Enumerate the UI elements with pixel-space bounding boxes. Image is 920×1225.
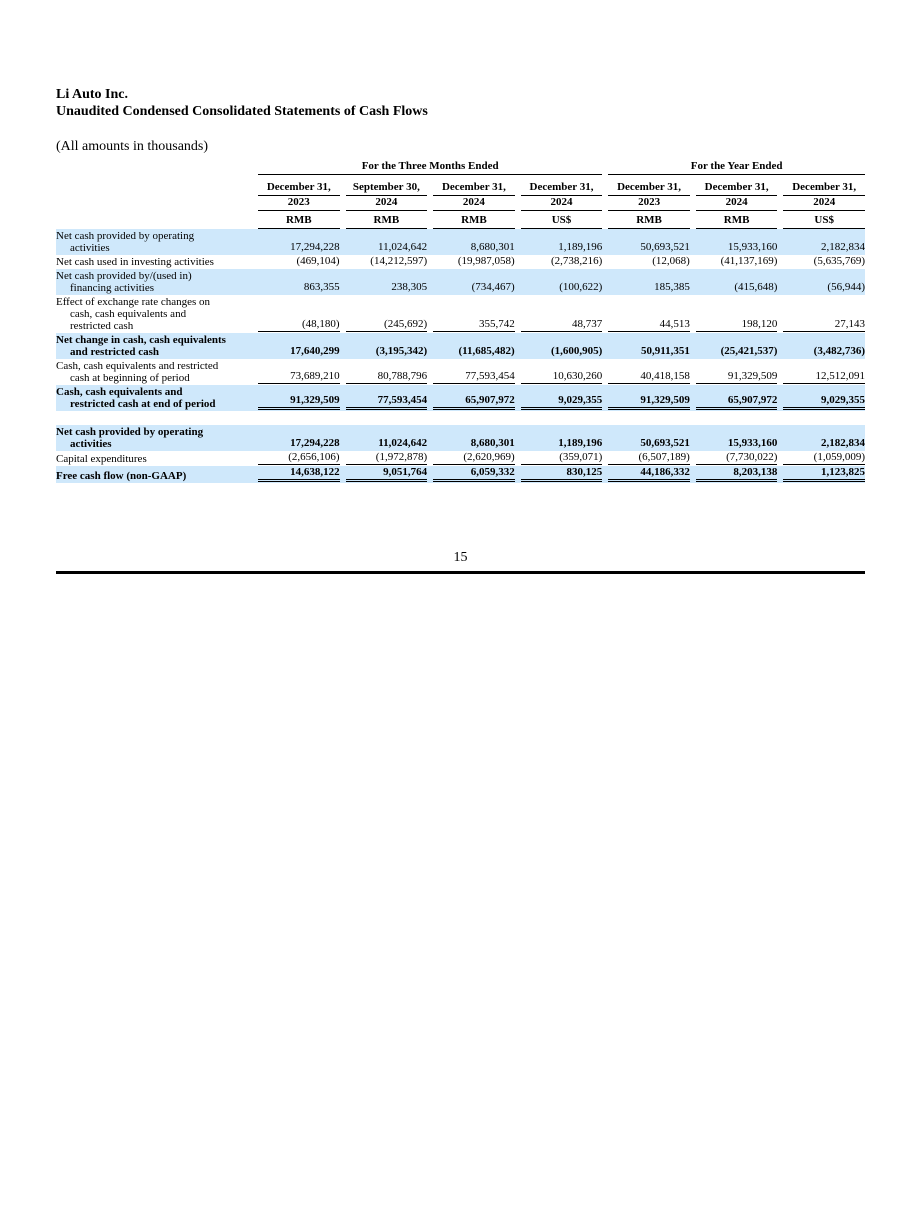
row-value: 8,680,301 [470, 241, 515, 253]
row-value: (7,730,022) [696, 451, 778, 465]
investing-activities-row [56, 255, 865, 269]
row-value-cell [515, 295, 603, 333]
column-date-header: December 31, 2024 [427, 175, 515, 211]
row-value: 44,186,332 [608, 466, 690, 482]
amounts-note: (All amounts in thousands) [56, 139, 209, 154]
row-label [56, 359, 252, 385]
row-value-cell [340, 359, 428, 385]
row-value-cell [777, 255, 865, 269]
row-value: 863,355 [303, 281, 340, 293]
row-value-cell [602, 425, 690, 451]
row-value: (12,068) [652, 255, 690, 267]
row-value-cell [427, 466, 515, 483]
column-date-header: December 31, 2023 [602, 175, 690, 211]
row-value: 8,680,301 [470, 437, 515, 449]
row-value-cell [252, 466, 340, 483]
row-value: (359,071) [521, 451, 603, 465]
section-spacer [56, 411, 865, 425]
row-value: (1,059,009) [783, 451, 865, 465]
row-value-cell [427, 269, 515, 295]
row-value: 238,305 [391, 281, 428, 293]
row-label [56, 425, 252, 451]
row-value: 11,024,642 [378, 437, 428, 449]
row-value-cell [252, 385, 340, 411]
row-value: (14,212,597) [370, 255, 428, 267]
row-value: 77,593,454 [433, 370, 515, 384]
row-value: 77,593,454 [346, 394, 428, 410]
row-value-cell [777, 229, 865, 255]
row-value: (2,656,106) [258, 451, 340, 465]
row-value-cell [690, 295, 778, 333]
row-label-line: cash, cash equivalents and [70, 308, 187, 320]
row-value: 11,024,642 [378, 241, 428, 253]
row-value: 15,933,160 [727, 241, 778, 253]
row-value-cell [515, 451, 603, 466]
row-value: (1,600,905) [550, 345, 603, 357]
row-value: 27,143 [783, 318, 865, 332]
row-value-cell [515, 229, 603, 255]
row-value-cell [340, 385, 428, 411]
row-label-line: Cash, cash equivalents and [56, 386, 183, 398]
row-value: 48,737 [521, 318, 603, 332]
row-value-cell [252, 451, 340, 466]
row-value: 10,630,260 [521, 370, 603, 384]
row-value: (100,622) [559, 281, 603, 293]
row-label [56, 295, 252, 333]
row-value: (3,482,736) [813, 345, 865, 357]
row-value-cell [602, 466, 690, 483]
row-label-line: Free cash flow (non-GAAP) [56, 470, 187, 482]
row-value: (3,195,342) [375, 345, 428, 357]
row-value-cell [427, 229, 515, 255]
row-value-cell [427, 451, 515, 466]
row-value: 65,907,972 [696, 394, 778, 410]
row-value-cell [690, 425, 778, 451]
statement-title: Unaudited Condensed Consolidated Statements of Cash Flows [56, 104, 428, 119]
column-currency-header: US$ [515, 211, 603, 229]
row-label [56, 466, 252, 483]
row-value-cell [427, 255, 515, 269]
row-value-cell [252, 269, 340, 295]
row-value-cell [602, 359, 690, 385]
column-date-header: December 31, 2023 [252, 175, 340, 211]
row-label-line: Net cash provided by/(used in) [56, 270, 192, 282]
row-value-cell [602, 333, 690, 359]
row-value: (2,738,216) [550, 255, 603, 267]
capex-row [56, 451, 865, 466]
row-value: 17,640,299 [290, 345, 340, 357]
fx-effect-row [56, 295, 865, 333]
row-value-cell [427, 333, 515, 359]
row-value: (6,507,189) [608, 451, 690, 465]
row-value-cell [777, 451, 865, 466]
column-currency-header: US$ [777, 211, 865, 229]
row-value: 355,742 [433, 318, 515, 332]
row-value: 50,693,521 [640, 241, 690, 253]
row-value: 1,123,825 [783, 466, 865, 482]
row-value: 17,294,228 [290, 241, 340, 253]
row-value-cell [777, 385, 865, 411]
row-value-cell [777, 425, 865, 451]
currency-header-row [56, 211, 865, 229]
row-value: 12,512,091 [783, 370, 865, 384]
row-value-cell [340, 229, 428, 255]
row-value-cell [690, 333, 778, 359]
row-value-cell [602, 295, 690, 333]
row-value-cell [515, 255, 603, 269]
row-value-cell [427, 359, 515, 385]
row-value: 14,638,122 [258, 466, 340, 482]
row-value-cell [690, 385, 778, 411]
row-label-line: Net cash used in investing activities [56, 256, 214, 268]
column-currency-header: RMB [427, 211, 515, 229]
row-value-cell [340, 451, 428, 466]
row-value: 830,125 [521, 466, 603, 482]
row-label-line: activities [70, 438, 112, 450]
row-value-cell [515, 269, 603, 295]
row-label-line: activities [70, 242, 110, 254]
row-value-cell [252, 425, 340, 451]
row-value: 9,029,355 [783, 394, 865, 410]
row-value: 9,051,764 [346, 466, 428, 482]
row-value-cell [690, 451, 778, 466]
row-value: 2,182,834 [821, 437, 865, 449]
row-value-cell [515, 333, 603, 359]
financing-activities-row [56, 269, 865, 295]
row-value: (25,421,537) [720, 345, 778, 357]
column-date-header: December 31, 2024 [515, 175, 603, 211]
row-value-cell [340, 425, 428, 451]
row-value: 9,029,355 [521, 394, 603, 410]
row-label [56, 229, 252, 255]
row-value-cell [340, 269, 428, 295]
row-value-cell [427, 385, 515, 411]
ending-cash-row [56, 385, 865, 411]
row-label-line: and restricted cash [70, 346, 160, 358]
row-value: 91,329,509 [258, 394, 340, 410]
row-value: 91,329,509 [608, 394, 690, 410]
row-value-cell [602, 229, 690, 255]
column-currency-header: RMB [602, 211, 690, 229]
row-value-cell [515, 385, 603, 411]
row-value: 2,182,834 [821, 241, 865, 253]
row-value: 198,120 [696, 318, 778, 332]
column-currency-header: RMB [690, 211, 778, 229]
row-value: 185,385 [654, 281, 690, 293]
row-value-cell [690, 466, 778, 483]
row-value-cell [690, 229, 778, 255]
row-value-cell [515, 466, 603, 483]
row-value: (1,972,878) [346, 451, 428, 465]
row-value: (11,685,482) [458, 345, 515, 357]
row-value-cell [340, 295, 428, 333]
row-label-line: financing activities [70, 282, 154, 294]
row-value: (469,104) [296, 255, 340, 267]
row-value-cell [252, 359, 340, 385]
operating-activities-row [56, 229, 865, 255]
row-label-line: restricted cash [70, 320, 134, 332]
row-value: (415,648) [734, 281, 778, 293]
date-header-row [56, 175, 865, 211]
row-value-cell [427, 295, 515, 333]
row-value-cell [777, 333, 865, 359]
row-value-cell [515, 359, 603, 385]
three-months-group-header: For the Three Months Ended [252, 157, 602, 175]
row-value-cell [252, 295, 340, 333]
row-value: 50,693,521 [640, 437, 690, 449]
beginning-cash-row [56, 359, 865, 385]
row-value: 40,418,158 [608, 370, 690, 384]
row-value: 80,788,796 [346, 370, 428, 384]
row-value: 44,513 [608, 318, 690, 332]
row-label-line: Net change in cash, cash equivalents [56, 334, 226, 346]
row-label-line: cash at beginning of period [70, 372, 190, 384]
row-value-cell [777, 269, 865, 295]
bottom-rule [56, 571, 865, 574]
row-label-line: Capital expenditures [56, 453, 147, 465]
column-date-header: September 30, 2024 [340, 175, 428, 211]
fcf-operating-row [56, 425, 865, 451]
row-label-line: restricted cash at end of period [70, 398, 216, 410]
row-value: 15,933,160 [727, 437, 778, 449]
row-value-cell [340, 466, 428, 483]
column-date-header: December 31, 2024 [777, 175, 865, 211]
row-label [56, 269, 252, 295]
row-value-cell [690, 255, 778, 269]
column-date-header: December 31, 2024 [690, 175, 778, 211]
row-value: 8,203,138 [696, 466, 778, 482]
row-label [56, 451, 252, 466]
row-value: (5,635,769) [813, 255, 865, 267]
company-name: Li Auto Inc. [56, 87, 128, 102]
row-value: (56,944) [827, 281, 865, 293]
label-column-header [56, 157, 252, 175]
row-value-cell [515, 425, 603, 451]
row-value-cell [252, 255, 340, 269]
row-value: 91,329,509 [696, 370, 778, 384]
row-value: 1,189,196 [558, 437, 603, 449]
row-value: 65,907,972 [433, 394, 515, 410]
row-label-line: Cash, cash equivalents and restricted [56, 360, 219, 372]
row-value: (19,987,058) [457, 255, 515, 267]
row-value: (245,692) [346, 318, 428, 332]
row-value-cell [252, 229, 340, 255]
row-label [56, 385, 252, 411]
row-value-cell [777, 359, 865, 385]
row-value: 50,911,351 [640, 345, 690, 357]
row-value: 73,689,210 [258, 370, 340, 384]
row-value-cell [690, 269, 778, 295]
row-value: (48,180) [258, 318, 340, 332]
row-value-cell [427, 425, 515, 451]
cash-flow-table [56, 157, 865, 483]
row-label-line: Effect of exchange rate changes on [56, 296, 211, 308]
row-value: (41,137,169) [720, 255, 778, 267]
row-value-cell [602, 451, 690, 466]
row-value: (2,620,969) [433, 451, 515, 465]
net-change-row [56, 333, 865, 359]
row-label [56, 255, 252, 269]
row-value-cell [602, 269, 690, 295]
page-number: 15 [453, 550, 468, 565]
row-value-cell [340, 255, 428, 269]
row-value: 1,189,196 [558, 241, 603, 253]
row-label [56, 333, 252, 359]
period-group-header-row [56, 157, 865, 175]
document-page [56, 86, 865, 565]
row-value: (734,467) [471, 281, 515, 293]
row-label-line: Net cash provided by operating [56, 426, 204, 438]
column-currency-header: RMB [340, 211, 428, 229]
row-label-line: Net cash provided by operating [56, 230, 195, 242]
row-value-cell [602, 255, 690, 269]
row-value-cell [340, 333, 428, 359]
row-value-cell [252, 333, 340, 359]
row-value: 17,294,228 [290, 437, 340, 449]
row-value-cell [602, 385, 690, 411]
row-value-cell [690, 359, 778, 385]
row-value: 6,059,332 [433, 466, 515, 482]
column-currency-header: RMB [252, 211, 340, 229]
free-cash-flow-row [56, 466, 865, 483]
year-group-header: For the Year Ended [602, 157, 865, 175]
row-value-cell [777, 295, 865, 333]
row-value-cell [777, 466, 865, 483]
